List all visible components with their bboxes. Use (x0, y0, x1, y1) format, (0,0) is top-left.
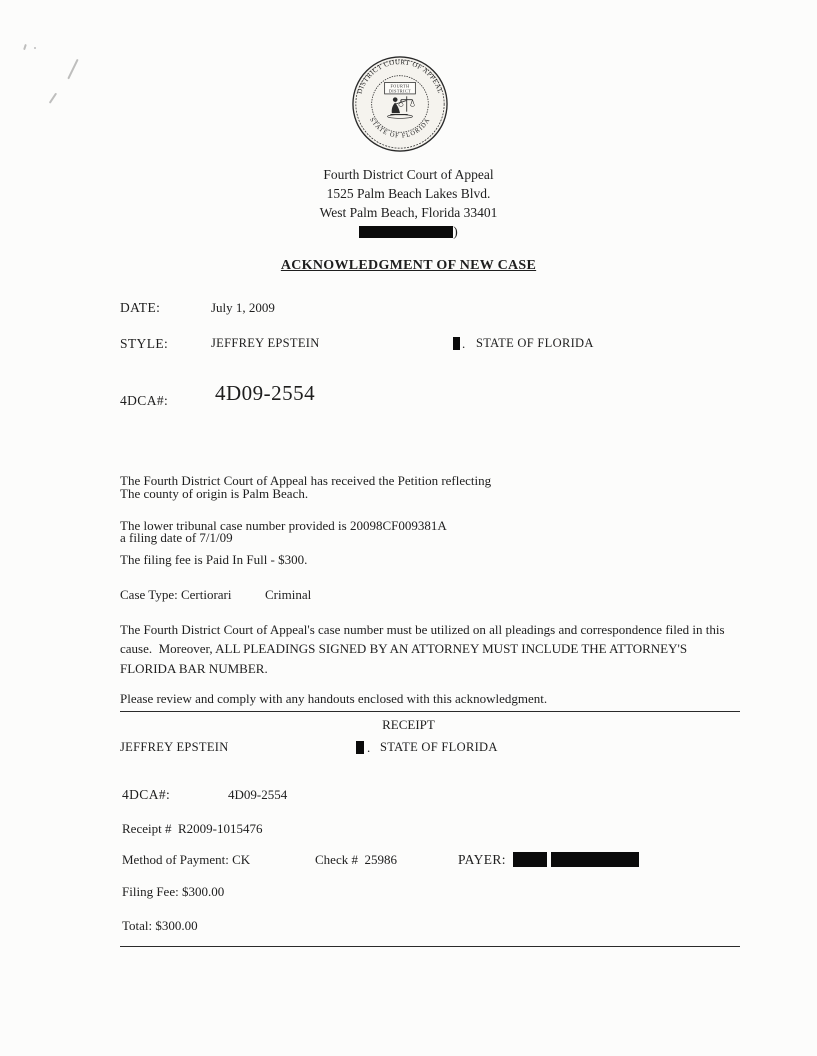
date-label: DATE: (120, 300, 161, 315)
notice-paragraph: The Fourth District Court of Appeal's case number must be utilized on all pleadings and correspondence filed in this cause. Moreover, ALL PLEADINGS SIGNED BY AN ATTORNEY MUST INCLUDE THE ATTORNEY'S FLORIDA BAR NUMBER. (120, 622, 728, 676)
phone-visible-text: ) (453, 224, 458, 239)
receipt-total: Total: $300.00 (122, 918, 198, 933)
redaction-bar (513, 852, 547, 867)
case-type-row (0, 586, 817, 608)
style-label: STYLE: (120, 336, 169, 351)
court-name: Fourth District Court of Appeal (323, 167, 494, 182)
receipt-case-row (0, 786, 817, 808)
case-type-value: Criminal (265, 587, 312, 602)
redaction-bar (453, 337, 460, 350)
phone-line (0, 222, 817, 241)
case-type-label: Case Type: Certiorari (120, 587, 232, 602)
filing-fee-line: The filing fee is Paid In Full - $300. (120, 552, 308, 567)
bottom-divider (120, 946, 740, 947)
receipt-dca-label: 4DCA#: (122, 787, 171, 802)
petitioner-name: JEFFREY EPSTEIN (211, 336, 320, 350)
payer-label: PAYER: (458, 852, 506, 867)
dca-label: 4DCA#: (120, 393, 169, 408)
seal-banner-line2: DISTRICT (388, 88, 412, 94)
court-seal (352, 56, 448, 152)
case-number-row (0, 381, 817, 415)
seal-banner-line1: FOURTH (390, 83, 410, 89)
redaction-bar (356, 741, 364, 754)
receipt-number-line: Receipt # R2009-1015476 (122, 821, 263, 836)
pencil-mark (23, 44, 26, 50)
dca-number: 4D09-2554 (215, 381, 316, 405)
handouts-line: Please review and comply with any handouts enclosed with this acknowledgment. (120, 691, 548, 706)
received-line2: a filing date of 7/1/09 (120, 530, 233, 546)
respondent-name: STATE OF FLORIDA (476, 336, 594, 350)
payment-method: Method of Payment: CK (122, 852, 251, 867)
date-row (0, 299, 817, 321)
redaction-bar (359, 226, 453, 239)
receipt-respondent: STATE OF FLORIDA (380, 740, 498, 754)
receipt-petitioner: JEFFREY EPSTEIN (120, 740, 229, 754)
lower-tribunal-line: The lower tribunal case number provided is 20098CF009381A (120, 518, 447, 533)
date-value: July 1, 2009 (211, 300, 275, 315)
redaction-bar (551, 852, 639, 867)
style-row (0, 335, 817, 357)
receipt-party-row (0, 739, 817, 761)
pencil-mark (49, 93, 57, 104)
county-line: The county of origin is Palm Beach. (120, 486, 309, 501)
receipt-dca-number: 4D09-2554 (228, 787, 288, 802)
document-title: ACKNOWLEDGMENT OF NEW CASE (280, 258, 537, 273)
payment-row (0, 851, 817, 873)
receipt-title: RECEIPT (382, 717, 435, 732)
receipt-vs-remnant: . (367, 740, 371, 755)
pencil-mark (67, 59, 78, 79)
check-number: Check # 25986 (315, 852, 397, 867)
vs-remnant: . (462, 336, 466, 351)
section-divider (120, 711, 740, 712)
received-line1: The Fourth District Court of Appeal has received the Petition reflecting (120, 472, 492, 488)
pencil-mark (34, 47, 36, 49)
seal-bottom-text: STATE OF FLORIDA (368, 116, 432, 140)
receipt-filing-fee: Filing Fee: $300.00 (122, 884, 225, 899)
address-line2: West Palm Beach, Florida 33401 (319, 205, 498, 220)
address-line1: 1525 Palm Beach Lakes Blvd. (326, 186, 491, 201)
seal-top-text: DISTRICT COURT OF APPEAL (356, 59, 444, 95)
